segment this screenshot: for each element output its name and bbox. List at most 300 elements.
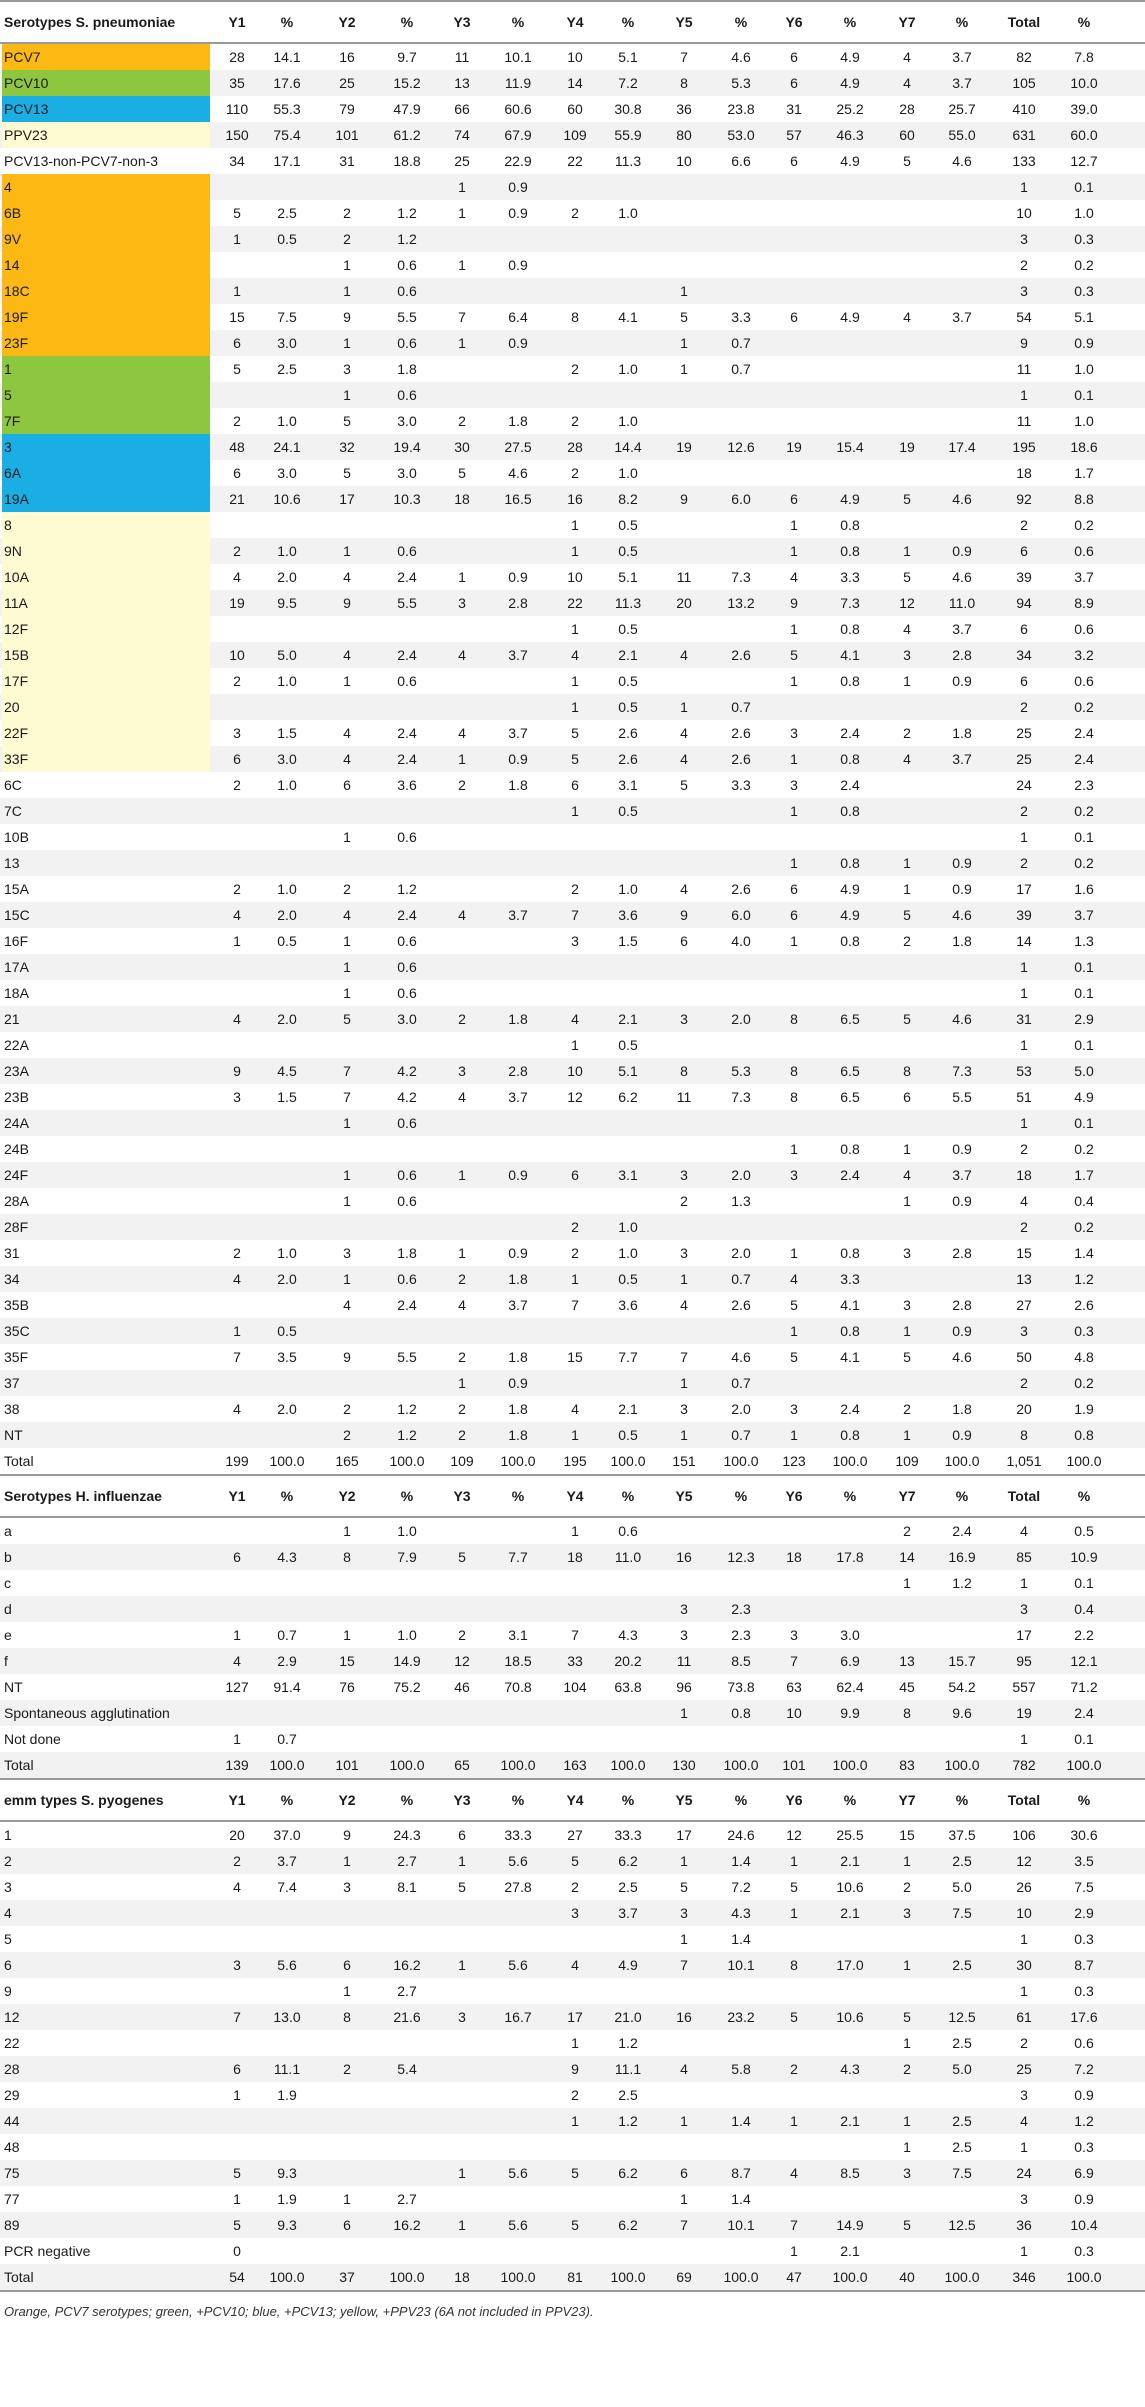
table-cell <box>439 798 485 824</box>
table-cell <box>324 2160 370 2186</box>
table-cell <box>718 798 764 824</box>
table-cell: 7 <box>343 1089 351 1105</box>
table-cell: 1 <box>680 1853 688 1869</box>
table-cell <box>324 1700 370 1726</box>
table-cell: 7 <box>680 1957 688 1973</box>
table-cell <box>264 1162 310 1188</box>
table-cell: 8 <box>680 75 688 91</box>
row-label: 16F <box>4 933 29 949</box>
table-cell: 4.0 <box>731 933 751 949</box>
table-cell: 3 <box>680 1245 688 1261</box>
table-cell <box>827 1188 873 1214</box>
table-cell <box>884 824 930 850</box>
table-cell: 2 <box>458 1271 466 1287</box>
table-cell: 63.8 <box>614 1679 642 1695</box>
table-cell: 3 <box>680 1011 688 1027</box>
table-cell: 8 <box>903 1063 911 1079</box>
row-label: 24A <box>4 1115 29 1131</box>
table-cell: 47 <box>786 2269 802 2285</box>
table-cell: 2.8 <box>952 1245 972 1261</box>
table-cell: 0.9 <box>508 569 528 585</box>
table-cell: 2.4 <box>840 725 860 741</box>
table-cell: 0.5 <box>618 543 638 559</box>
table-cell: 100.0 <box>832 1453 868 1469</box>
table-cell: 4.6 <box>952 907 972 923</box>
table-cell: 1 <box>1020 985 1028 1001</box>
table-cell: 4.2 <box>397 1063 417 1079</box>
table-row <box>0 1422 1145 1448</box>
table-cell: 10.1 <box>504 49 532 65</box>
table-cell: 3.0 <box>277 465 297 481</box>
table-cell <box>552 252 598 278</box>
table-cell <box>552 1370 598 1396</box>
table-cell: 1.8 <box>397 361 417 377</box>
table-cell <box>661 200 707 226</box>
table-cell: 0.9 <box>1074 2191 1094 2207</box>
row-label: 10B <box>4 829 29 845</box>
table-cell <box>439 1032 485 1058</box>
table-cell: 4.9 <box>840 153 860 169</box>
table-cell: 2.4 <box>1074 1705 1094 1721</box>
table-cell: 1 <box>458 257 466 273</box>
table-cell: 0.8 <box>731 1705 751 1721</box>
table-cell <box>718 616 764 642</box>
table-cell: 2 <box>571 361 579 377</box>
table-row <box>0 1926 1145 1952</box>
table-cell: 2 <box>343 881 351 897</box>
table-cell: 0.6 <box>397 1167 417 1183</box>
table-cell: 3.3 <box>731 777 751 793</box>
table-cell: 139 <box>225 1757 249 1773</box>
table-cell: 4.6 <box>952 569 972 585</box>
table-cell: 0.1 <box>1074 1037 1094 1053</box>
table-row <box>0 2238 1145 2264</box>
table-row <box>0 1674 1145 1700</box>
table-cell: 3.7 <box>508 907 528 923</box>
table-cell: 3.3 <box>731 309 751 325</box>
table-cell: 0.8 <box>840 1427 860 1443</box>
table-cell: 6.9 <box>840 1653 860 1669</box>
table-cell: 1.2 <box>397 205 417 221</box>
table-cell: 17.0 <box>836 1957 864 1973</box>
table-cell: 0.9 <box>508 335 528 351</box>
table-cell: 9.9 <box>840 1705 860 1721</box>
table-cell: 5.1 <box>1074 309 1094 325</box>
table-cell: 2.9 <box>277 1653 297 1669</box>
row-label: 19A <box>2 486 210 512</box>
table-cell: 2.8 <box>508 1063 528 1079</box>
table-cell <box>264 954 310 980</box>
table-cell <box>439 226 485 252</box>
table-cell <box>324 2082 370 2108</box>
table-cell: 5 <box>903 907 911 923</box>
table-cell: 2.0 <box>731 1167 751 1183</box>
table-cell <box>605 2134 651 2160</box>
table-cell: 3 <box>790 1167 798 1183</box>
table-cell <box>439 2082 485 2108</box>
table-cell: 5 <box>680 309 688 325</box>
table-cell <box>495 954 541 980</box>
table-cell: 1 <box>458 179 466 195</box>
table-cell: 73.8 <box>727 1679 755 1695</box>
table-cell <box>939 954 985 980</box>
table-cell <box>439 616 485 642</box>
table-cell: 17 <box>567 2009 583 2025</box>
table-cell: 6 <box>233 2061 241 2077</box>
table-cell <box>884 954 930 980</box>
table-cell: 23.2 <box>727 2009 755 2025</box>
table-cell <box>884 174 930 200</box>
table-cell: 0.2 <box>1074 803 1094 819</box>
table-cell: 7 <box>680 2217 688 2233</box>
table-cell: 0.7 <box>731 1427 751 1443</box>
table-cell: 2.5 <box>952 2113 972 2129</box>
table-cell: 100.0 <box>1066 1757 1102 1773</box>
table-cell <box>214 2134 260 2160</box>
row-label: 18C <box>2 278 210 304</box>
table-cell: 4 <box>458 1089 466 1105</box>
table-cell: 16 <box>567 491 583 507</box>
table-cell: 1 <box>680 1931 688 1947</box>
table-cell <box>661 512 707 538</box>
table-cell <box>264 850 310 876</box>
row-label: PCV7 <box>2 44 210 70</box>
table-cell: 11.3 <box>614 595 642 611</box>
table-row <box>0 1240 1145 1266</box>
table-cell <box>324 1926 370 1952</box>
table-row <box>0 1518 1145 1544</box>
table-cell <box>884 1032 930 1058</box>
table-cell: 33 <box>567 1653 583 1669</box>
table-cell: 100.0 <box>610 2269 646 2285</box>
table-cell: 1 <box>571 673 579 689</box>
table-cell <box>884 252 930 278</box>
table-cell: 12 <box>567 1089 583 1105</box>
table-cell: 6.0 <box>731 907 751 923</box>
row-label: 1 <box>4 1827 12 1843</box>
table-cell: 0.9 <box>508 257 528 273</box>
table-cell: 100.0 <box>500 1453 536 1469</box>
table-cell: 4 <box>790 2165 798 2181</box>
table-cell <box>264 382 310 408</box>
table-cell: 1 <box>790 2243 798 2259</box>
table-cell: 5.0 <box>952 2061 972 2077</box>
table-row <box>0 486 1145 512</box>
table-cell <box>495 512 541 538</box>
table-cell <box>439 1926 485 1952</box>
table-cell: 1.2 <box>618 2035 638 2051</box>
table-cell: 1.2 <box>397 1401 417 1417</box>
table-cell: 4 <box>233 1653 241 1669</box>
table-cell: 1 <box>790 1853 798 1869</box>
table-cell: 0.9 <box>1074 2087 1094 2103</box>
table-cell <box>324 1900 370 1926</box>
table-cell: 2.7 <box>397 2191 417 2207</box>
table-cell <box>884 512 930 538</box>
table-cell: 2 <box>1020 1375 1028 1391</box>
table-cell <box>827 200 873 226</box>
column-header: % <box>280 1488 294 1504</box>
table-cell: 100.0 <box>1066 1453 1102 1469</box>
table-cell: 1 <box>680 335 688 351</box>
table-cell: 5 <box>790 1879 798 1895</box>
table-cell <box>495 1136 541 1162</box>
table-cell: 35 <box>229 75 245 91</box>
table-cell: 12 <box>786 1827 802 1843</box>
row-label: 29 <box>4 2087 20 2103</box>
table-cell: 16.9 <box>948 1549 976 1565</box>
table-cell <box>605 1188 651 1214</box>
table-cell: 100.0 <box>389 1757 425 1773</box>
table-cell: 1 <box>571 699 579 715</box>
table-cell <box>552 1596 598 1622</box>
table-cell: 4 <box>790 569 798 585</box>
table-cell: 21.6 <box>393 2009 421 2025</box>
table-cell <box>718 200 764 226</box>
table-cell: 25 <box>1016 751 1032 767</box>
table-cell: 1.6 <box>1074 881 1094 897</box>
table-cell: 4 <box>571 1011 579 1027</box>
table-cell: 37.0 <box>273 1827 301 1843</box>
table-cell <box>384 798 430 824</box>
table-cell: 5 <box>790 647 798 663</box>
table-cell <box>718 1136 764 1162</box>
table-cell: 1.2 <box>397 231 417 247</box>
table-cell: 1 <box>571 1523 579 1539</box>
table-cell <box>661 850 707 876</box>
table-cell: 3 <box>343 1879 351 1895</box>
table-cell: 0.9 <box>952 1427 972 1443</box>
table-cell: 1.2 <box>1074 1271 1094 1287</box>
table-cell: 5 <box>790 2009 798 2025</box>
table-cell <box>495 668 541 694</box>
section-header <box>0 2 1145 42</box>
table-cell: 100.0 <box>269 2269 305 2285</box>
table-cell <box>384 2082 430 2108</box>
table-cell <box>718 252 764 278</box>
table-cell: 60 <box>899 127 915 143</box>
table-cell <box>324 2108 370 2134</box>
table-cell: 0.9 <box>508 1167 528 1183</box>
table-cell: 7.9 <box>397 1549 417 1565</box>
table-cell <box>939 330 985 356</box>
table-cell: 4.6 <box>952 491 972 507</box>
table-cell: 1 <box>790 1245 798 1261</box>
table-cell: 0.2 <box>1074 855 1094 871</box>
table-cell: 25.2 <box>836 101 864 117</box>
table-cell: 4.9 <box>840 49 860 65</box>
table-cell: 3 <box>680 1601 688 1617</box>
table-cell <box>264 980 310 1006</box>
table-cell <box>771 1726 817 1752</box>
table-cell <box>384 174 430 200</box>
table-cell <box>439 2056 485 2082</box>
table-row <box>0 2082 1145 2108</box>
table-cell: 1 <box>790 751 798 767</box>
table-cell: 67.9 <box>504 127 532 143</box>
table-cell: 4 <box>680 647 688 663</box>
table-cell: 100.0 <box>389 2269 425 2285</box>
table-cell <box>264 1032 310 1058</box>
table-cell <box>827 694 873 720</box>
table-cell: 0.6 <box>397 1115 417 1131</box>
table-cell: 1.4 <box>731 2113 751 2129</box>
table-cell: 17.4 <box>948 439 976 455</box>
table-cell: 0.9 <box>952 543 972 559</box>
table-cell: 4.6 <box>731 49 751 65</box>
table-cell: 6.9 <box>1074 2165 1094 2181</box>
table-cell <box>884 772 930 798</box>
table-cell: 8.9 <box>1074 595 1094 611</box>
table-cell: 2 <box>903 1879 911 1895</box>
table-cell <box>264 278 310 304</box>
table-cell: 2.3 <box>731 1601 751 1617</box>
table-cell <box>718 850 764 876</box>
column-header: % <box>1077 14 1091 30</box>
table-cell: 195 <box>1012 439 1036 455</box>
table-cell: 782 <box>1012 1757 1036 1773</box>
table-cell: 0.3 <box>1074 2139 1094 2155</box>
table-cell: 8 <box>343 2009 351 2025</box>
table-cell: 1 <box>903 855 911 871</box>
table-cell: 1.8 <box>952 725 972 741</box>
table-cell <box>324 694 370 720</box>
table-cell: 4.9 <box>1074 1089 1094 1105</box>
table-cell: 1,051 <box>1006 1453 1042 1469</box>
table-cell <box>495 1188 541 1214</box>
table-cell: 2 <box>903 933 911 949</box>
table-row <box>0 1544 1145 1570</box>
table-cell <box>884 1926 930 1952</box>
table-cell <box>939 356 985 382</box>
table-cell <box>771 1596 817 1622</box>
table-cell <box>552 2186 598 2212</box>
table-cell <box>718 538 764 564</box>
table-cell <box>661 174 707 200</box>
table-cell: 1.0 <box>277 777 297 793</box>
table-cell: 4 <box>343 725 351 741</box>
table-cell: 2 <box>1020 803 1028 819</box>
table-cell: 69 <box>676 2269 692 2285</box>
row-label: 9 <box>4 1983 12 1999</box>
table-cell: 18 <box>1016 465 1032 481</box>
table-cell <box>214 824 260 850</box>
table-cell: 18 <box>454 491 470 507</box>
table-cell: 3.0 <box>397 1011 417 1027</box>
table-cell: 0.9 <box>508 179 528 195</box>
table-cell: 14 <box>567 75 583 91</box>
table-cell: 2.0 <box>277 1401 297 1417</box>
table-cell: 66 <box>454 101 470 117</box>
table-cell: 53.0 <box>727 127 755 143</box>
table-cell: 4 <box>790 1271 798 1287</box>
table-cell: 1.2 <box>618 2113 638 2129</box>
table-cell: 92 <box>1016 491 1032 507</box>
table-cell: 4 <box>680 2061 688 2077</box>
table-cell: 1.0 <box>1074 205 1094 221</box>
table-cell <box>495 850 541 876</box>
table-cell: 11 <box>676 1089 692 1105</box>
table-cell: 0.9 <box>508 751 528 767</box>
table-cell: 4.6 <box>952 1011 972 1027</box>
table-cell: 11.3 <box>614 153 642 169</box>
table-cell <box>324 512 370 538</box>
table-cell: 17 <box>1016 1627 1032 1643</box>
table-cell: 2.4 <box>397 1297 417 1313</box>
table-cell: 1 <box>343 2191 351 2207</box>
table-cell <box>384 1726 430 1752</box>
row-label: 15C <box>4 907 30 923</box>
table-cell: 30.6 <box>1070 1827 1098 1843</box>
table-row <box>0 1214 1145 1240</box>
table-cell <box>552 1570 598 1596</box>
table-row <box>0 1292 1145 1318</box>
table-cell: 4 <box>1020 2113 1028 2129</box>
table-cell: 4 <box>680 881 688 897</box>
table-cell <box>661 1978 707 2004</box>
table-cell <box>495 1596 541 1622</box>
table-cell: 10.6 <box>273 491 301 507</box>
table-row <box>0 1648 1145 1674</box>
table-cell: 0.3 <box>1074 1983 1094 1999</box>
column-header: % <box>400 14 414 30</box>
table-cell: 0.2 <box>1074 1141 1094 1157</box>
table-cell: 1 <box>458 2217 466 2233</box>
table-cell: 0.1 <box>1074 387 1094 403</box>
table-cell <box>718 382 764 408</box>
table-cell <box>264 1518 310 1544</box>
table-cell: 65 <box>454 1757 470 1773</box>
table-cell <box>495 798 541 824</box>
table-cell <box>605 252 651 278</box>
table-cell: 54 <box>229 2269 245 2285</box>
table-cell: 0.5 <box>618 1427 638 1443</box>
table-cell <box>264 824 310 850</box>
table-cell: 3.7 <box>508 647 528 663</box>
table-cell: 0.5 <box>1074 1523 1094 1539</box>
table-cell: 1 <box>903 1193 911 1209</box>
table-cell <box>939 174 985 200</box>
table-row <box>0 2056 1145 2082</box>
table-cell <box>661 2030 707 2056</box>
table-cell <box>605 382 651 408</box>
table-cell: 195 <box>563 1453 587 1469</box>
table-cell <box>214 954 260 980</box>
table-cell: 2.6 <box>731 725 751 741</box>
table-cell <box>552 174 598 200</box>
table-cell: 0.4 <box>1074 1601 1094 1617</box>
table-cell <box>552 1978 598 2004</box>
table-cell <box>661 226 707 252</box>
table-cell <box>439 1318 485 1344</box>
table-cell: 1 <box>571 803 579 819</box>
table-cell <box>324 2134 370 2160</box>
table-cell: 2.3 <box>1074 777 1094 793</box>
table-cell: 5 <box>903 569 911 585</box>
table-cell: 1.7 <box>1074 1167 1094 1183</box>
row-label: d <box>4 1601 12 1617</box>
table-cell <box>495 1318 541 1344</box>
table-cell: 3 <box>680 1401 688 1417</box>
row-label: 35C <box>4 1323 30 1339</box>
table-cell: 1 <box>343 335 351 351</box>
table-cell <box>495 1518 541 1544</box>
table-cell: 14.4 <box>614 439 642 455</box>
table-cell: 2.4 <box>840 777 860 793</box>
table-cell: 1 <box>1020 1575 1028 1591</box>
table-cell: 24 <box>1016 2165 1032 2181</box>
table-cell <box>605 2238 651 2264</box>
